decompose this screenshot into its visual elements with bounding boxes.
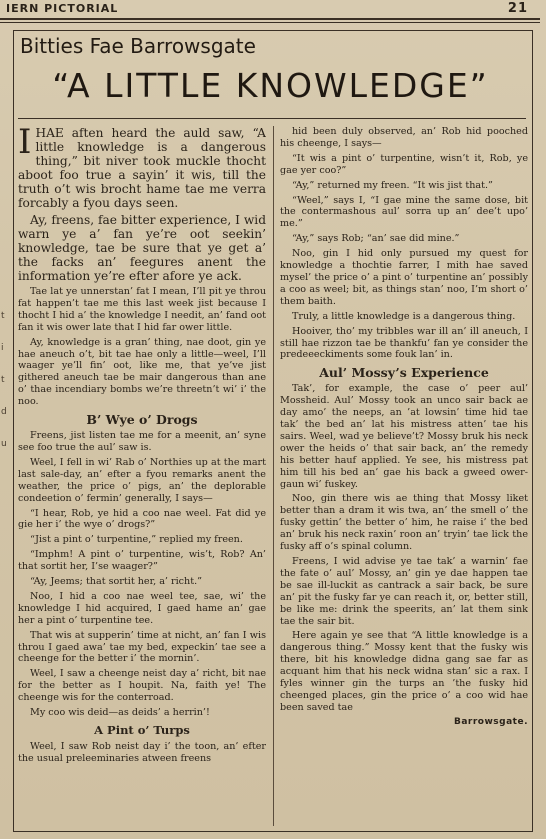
running-head <box>0 0 546 18</box>
paragraph: Noo, gin there wis ae thing that Mossy liket better than a dram it wis twa, an’ the smell o’ the fusky gettin’ the better o’ him, he raise i’ the bed an’ bruk his neck raxin’ roon an’ tryin’ tae lick the fusky aff o’s spinal column. <box>280 493 528 553</box>
margin-note: d <box>1 407 7 417</box>
paragraph: “Ay,” says Rob; “an’ sae did mine.” <box>292 233 460 245</box>
paragraph: My coo wis deid—as deids’ a herrin’! <box>30 707 210 719</box>
article-title: “A LITTLE KNOWLEDGE” <box>52 66 489 105</box>
paragraph: Hooiver, tho’ my tribbles war ill an’ ill aneuch, I still hae rizzon tae be thankfu’ fan ye consider the predeeeckiments some fouk lan’ in. <box>280 325 528 361</box>
column-divider <box>273 126 274 826</box>
drop-cap: I <box>18 126 32 162</box>
paragraph: Truly, a little knowledge is a dangerous thing. <box>292 310 516 322</box>
paragraph: Weel, I saw a cheenge neist day a’ richt, bit nae for the better as I houpit. Na, faith ye! The cheenge wis for the conterroad. <box>18 668 266 704</box>
paragraph: “Jist a pint o’ turpentine,” replied my freen. <box>30 534 243 546</box>
paragraph: “Imphm! A pint o’ turpentine, wis’t, Rob? An’ that sortit her, I’se waager?” <box>18 549 266 573</box>
paragraph: Freens, I wid advise ye tae tak’ a warnin’ fae the fate o’ aul’ Mossy, an’ gin ye dae happen tae be sae ill-luckit as cantrack a sair back, be sure an’ pit the fusky far ye can reach it, or, better still, be like me: drink the speerits, an’ lat them sink tae the sair bit. <box>280 556 528 627</box>
title-rule <box>18 118 526 119</box>
header-rule <box>0 18 540 20</box>
paragraph: Tak’, for example, the case o’ peer aul’ Mossheid. Aul’ Mossy took an unco sair back ae day amo’ the neeps, an ’at lowsin’ time hid tae tak’ the bed an’ lat his mistress atten’ tae his sairs. Weel, wad ye believe’t? Mossy bruk his neck ower the heids o’ that sair back, an’ the remedy his better hauf applied. Ye see, his mistress pat him till his bed an’ gae his back a gweed ower-gaun wi’ fuskey. <box>280 383 528 490</box>
article-column-left <box>18 126 266 826</box>
subheading: Aul’ Mossy’s Experience <box>319 365 489 381</box>
header-rule-thin <box>0 22 540 23</box>
paragraph: “Ay, Jeems; that sortit her, a’ richt.” <box>30 576 203 588</box>
author-signature: Barrowsgate. <box>453 716 528 727</box>
paragraph: Tae lat ye unnerstan’ fat I mean, I’ll pit ye throu fat happen’t tae me this last week jist because I thocht I hid a’ the knowledge I needit, an’ fand oot fan it wis ower late that I hid far ower little. <box>18 286 266 333</box>
subheading: B’ Wye o’ Drogs <box>86 412 198 428</box>
paragraph: Weel, I saw Rob neist day i’ the toon, an’ efter the usual preleeminaries atween freens <box>18 741 266 764</box>
margin-notes <box>1 300 11 460</box>
margin-note: i <box>1 343 4 353</box>
paragraph <box>18 126 266 210</box>
publication-title: IERN PICTORIAL <box>6 2 119 15</box>
paragraph: “Weel,” says I, “I gae mine the same dose, bit the contermashous aul’ sorra up an’ dee’t upo’ me.” <box>280 194 528 230</box>
paragraph: “Ay,” returned my freen. “It wis jist that.” <box>292 179 493 191</box>
paragraph: Noo, gin I hid only pursued my quest for knowledge a thochtie farrer, I mith hae saved mysel’ the price o’ a pint o’ turpentine an’ possibly a coo as weel; bit, as things stan’ noo, I’m short o’ them baith. <box>280 248 528 307</box>
paragraph: Noo, I hid a coo nae weel tee, sae, wi’ the knowledge I hid acquired, I gaed hame an’ gae her a pint o’ turpentine tee. <box>18 590 266 626</box>
page-number: 21 <box>507 1 528 16</box>
margin-note: t <box>1 375 5 385</box>
subheading: A Pint o’ Turps <box>94 723 190 737</box>
paragraph: hid been duly observed, an’ Rob hid pooched his cheenge, I says— <box>280 126 528 149</box>
paragraph: That wis at supperin’ time at nicht, an’ fan I wis throu I gaed awa’ tae my bed, expeckin’ tae see a cheenge for the better i’ the mornin’. <box>18 629 266 665</box>
paragraph: Freens, jist listen tae me for a meenit, an’ syne see foo true the aul’ saw is. <box>18 430 266 453</box>
margin-note: u <box>1 439 7 449</box>
paragraph: “It wis a pint o’ turpentine, wisn’t it, Rob, ye gae yer coo?” <box>280 152 528 176</box>
paragraph: Here again ye see that “A little knowledge is a dangerous thing.” Mossy kent that the fusky wis there, bit his knowledge didna gang sae far as acquant him that his neck widna stan’ sic a rax. I fyles winner gin the turps an ’the fusky hid cheenged places, gin the price o’ a coo wid hae been saved tae <box>280 630 528 713</box>
column-headline: Bitties Fae Barrowsgate <box>20 34 256 58</box>
article-column-right <box>280 126 528 826</box>
paragraph-text: HAE aften heard the auld saw, “A little knowledge is a dangerous thing,” bit niver took muckle thocht aboot foo true a sayin’ it wis, till the truth o’t wis brocht hame tae me verra forcably a fyou days seen. <box>18 126 266 210</box>
paragraph: Ay, freens, fae bitter experience, I wid warn ye a’ fan ye’re oot seekin’ knowledge, tae be sure that ye get a’ the facks an’ feegures anent the information ye’re efter afore ye ack. <box>18 213 266 283</box>
paragraph: Weel, I fell in wi’ Rab o’ Northies up at the mart last sale-day, an’ efter a fyou remarks anent the weather, the price o’ pigs, an’ the deplorable condeetion o’ fermin’ generally, I says— <box>18 456 266 504</box>
paragraph: “I hear, Rob, ye hid a coo nae weel. Fat did ye gie her i’ the wye o’ drogs?” <box>18 507 266 531</box>
paragraph: Ay, knowledge is a gran’ thing, nae doot, gin ye hae aneuch o’t, bit tae hae only a little—weel, I’ll waager ye’ll fin’ oot, like me, that ye’ve jist githered aneuch tae be mair dangerous than ane o’ thae incendiary bombs we’re threetn’t wi’ i’ the noo. <box>18 336 266 408</box>
margin-note: t <box>1 311 5 321</box>
